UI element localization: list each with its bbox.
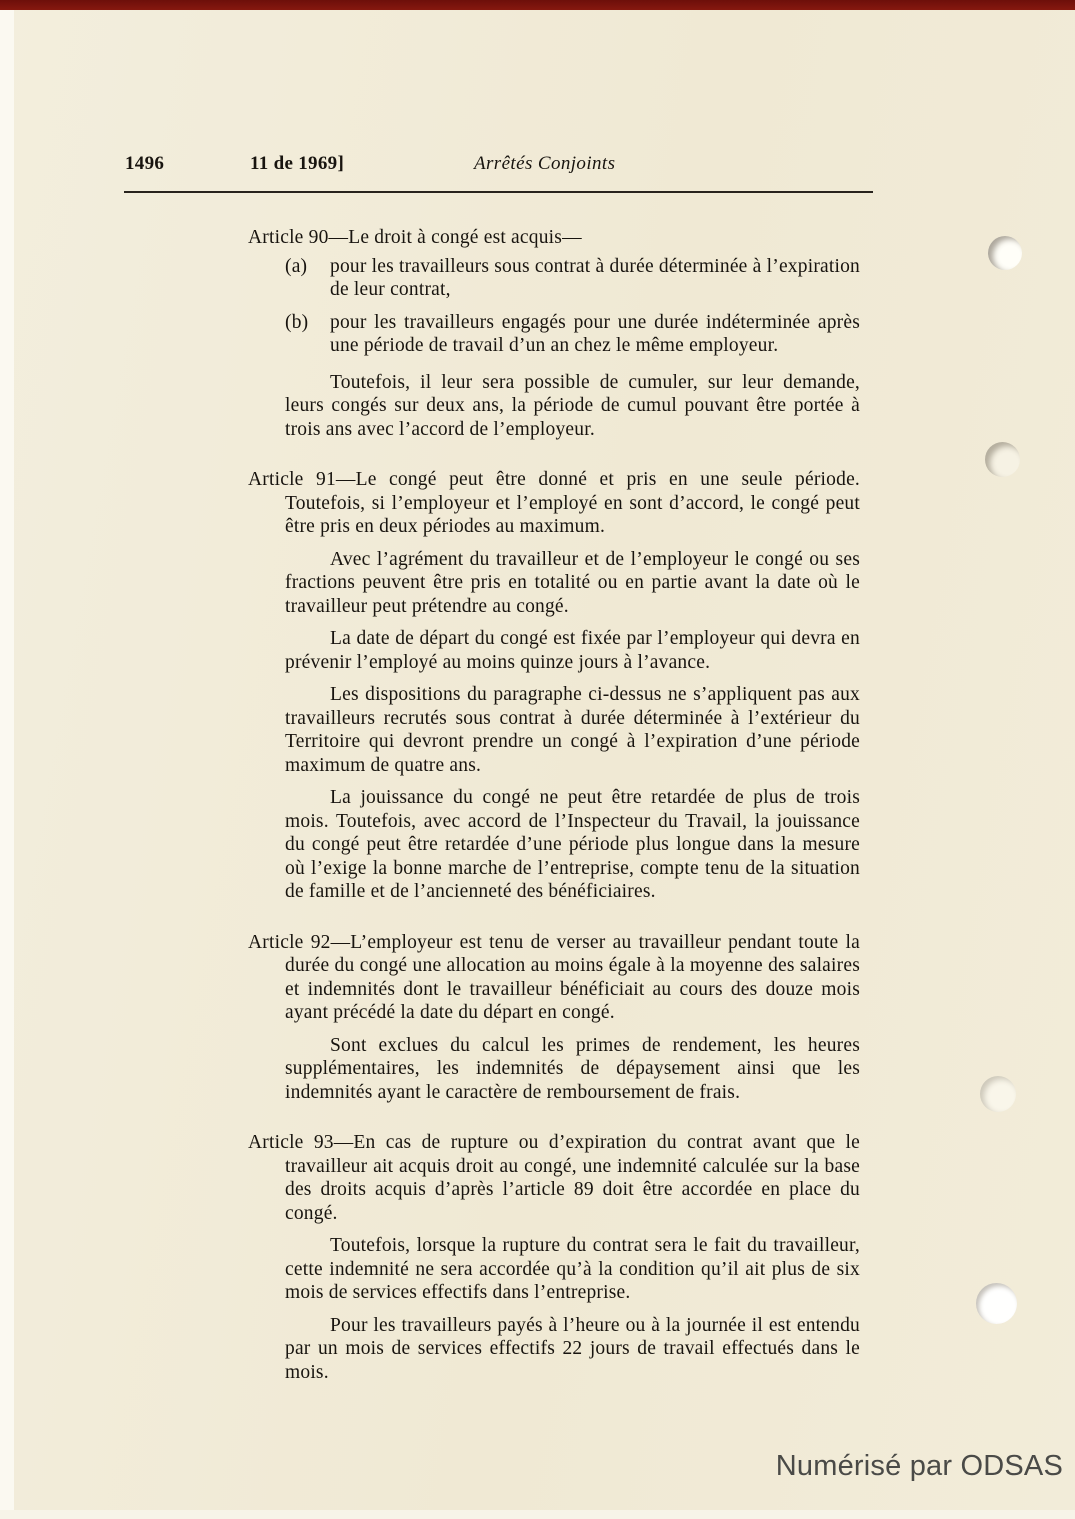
- article-91-heading: Article 91—Le congé peut être donné et pris en une seule période. Toutefois, si l’employeur et l’employé en sont d’accord, le congé peut être pris en deux périodes au maximum.: [248, 469, 860, 537]
- list-item-a-label: (a): [285, 255, 308, 277]
- list-item-a-text: pour les travailleurs sous contrat à durée déterminée à l’expiration de leur contrat,: [330, 255, 860, 300]
- page-number: 1496: [125, 153, 165, 174]
- list-item-b: [248, 311, 860, 358]
- odsas-watermark: Numérisé par ODSAS: [775, 1450, 1063, 1482]
- document-body: [248, 226, 860, 1384]
- header-rule: [124, 191, 873, 193]
- article-93-heading: Article 93—En cas de rupture ou d’expiration du contrat avant que le travailleur ait acquis droit au congé, une indemnité calculée sur la base des droits acquis d’après l’article 89 doit être accordée en place du congé.: [248, 1132, 860, 1224]
- issue-label: 11 de 1969]: [250, 153, 345, 174]
- list-item-a: [248, 255, 860, 302]
- list-item-b-label: (b): [285, 311, 309, 333]
- punch-hole: [980, 1076, 1016, 1112]
- article-90-heading: Article 90—Le droit à congé est acquis—: [248, 227, 582, 248]
- header-title: Arrêtés Conjoints: [474, 153, 616, 174]
- article-90-paragraph: Toutefois, il leur sera possible de cumuler, sur leur demande, leurs congés sur deux ans, la période de cumul pouvant être portée à trois ans avec l’accord de l’employeur.: [285, 371, 860, 440]
- page-header: [0, 153, 1075, 179]
- scan-bottom-edge: [0, 1510, 1075, 1519]
- article-91-paragraph-3: Les dispositions du paragraphe ci-dessus ne s’appliquent pas aux travailleurs recrutés sous contrat à durée déterminée à l’extérieur du Territoire qui devront prendre un congé à l’expiration d’une période maximum de quatre ans.: [285, 684, 860, 776]
- article-93-paragraph-1: Toutefois, lorsque la rupture du contrat sera le fait du travailleur, cette indemnité ne sera accordée qu’à la condition qu’il ait plus de six mois de services effectifs dans l’entreprise.: [285, 1235, 860, 1303]
- list-item-b-text: pour les travailleurs engagés pour une durée indéterminée après une période de travail d’un an chez le même employeur.: [330, 311, 860, 356]
- punch-hole: [988, 236, 1022, 270]
- article-92-paragraph-1: Sont exclues du calcul les primes de rendement, les heures supplémentaires, les indemnités de dépaysement ainsi que les indemnités ayant le caractère de remboursement de frais.: [285, 1034, 860, 1103]
- article-91-paragraph-2: La date de départ du congé est fixée par l’employeur qui devra en prévenir l’employé au moins quinze jours à l’avance.: [285, 628, 860, 673]
- punch-hole: [985, 442, 1020, 477]
- scan-top-edge: [0, 0, 1075, 10]
- punch-hole: [976, 1283, 1017, 1324]
- article-91-paragraph-4: La jouissance du congé ne peut être retardée de plus de trois mois. Toutefois, avec accord de l’Inspecteur du Travail, la jouissance du congé peut être retardée d’une période plus longue dans la mesure où l’exige la bonne marche de l’entreprise, compte tenu de la situation de famille et de l’ancienneté des bénéficiaires.: [285, 787, 860, 902]
- article-93-paragraph-2: Pour les travailleurs payés à l’heure ou à la journée il est entendu par un mois de services effectifs 22 jours de travail effectués dans le mois.: [285, 1314, 860, 1383]
- article-91-paragraph-1: Avec l’agrément du travailleur et de l’employeur le congé ou ses fractions peuvent être pris en totalité ou en partie avant la date où le travailleur peut prétendre au congé.: [285, 548, 860, 617]
- scan-left-edge: [0, 0, 14, 1519]
- article-92-heading: Article 92—L’employeur est tenu de verser au travailleur pendant toute la durée du congé une allocation au moins égale à la moyenne des salaires et indemnités dont le travailleur bénéficiait au cours des douze mois ayant précédé la date du départ en congé.: [248, 931, 860, 1023]
